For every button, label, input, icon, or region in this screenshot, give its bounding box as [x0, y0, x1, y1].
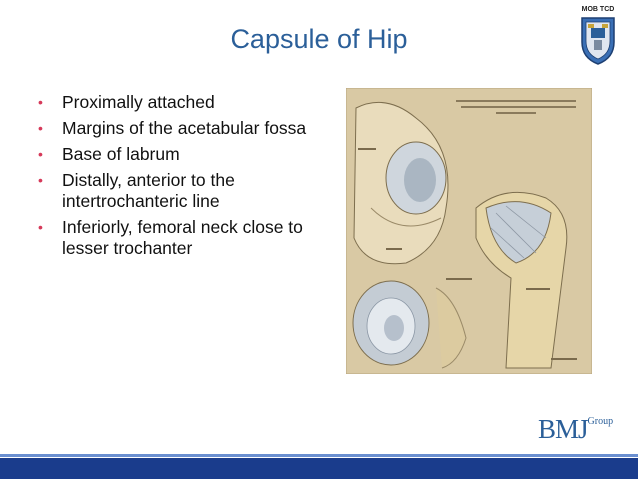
hip-anatomy-illustration: [346, 88, 592, 374]
bullet-list: [36, 92, 336, 264]
bullet-text: Distally, anterior to the intertrochanteric line: [62, 170, 235, 211]
bullet-text: Inferiorly, femoral neck close to lesser trochanter: [62, 217, 303, 258]
bullet-item: [36, 92, 336, 113]
bullet-marker-icon: •: [38, 172, 43, 188]
bullet-marker-icon: •: [38, 219, 43, 235]
footer-accent-line: [0, 454, 638, 457]
bullet-item: [36, 217, 336, 259]
bullet-text: Base of labrum: [62, 144, 180, 164]
brand-suffix: Group: [587, 416, 614, 427]
bullet-text: Proximally attached: [62, 92, 215, 112]
bullet-item: [36, 144, 336, 165]
logo-label: MOB TCD: [581, 6, 615, 13]
bullet-marker-icon: •: [38, 120, 43, 136]
slide-title: Capsule of Hip: [230, 24, 408, 54]
bullet-item: [36, 118, 336, 139]
bullet-marker-icon: •: [38, 94, 43, 110]
bullet-marker-icon: •: [38, 146, 43, 162]
brand-name: BMJ: [538, 414, 588, 444]
bullet-text: Margins of the acetabular fossa: [62, 118, 307, 138]
footer-bar: [0, 458, 638, 479]
bmj-group-logo: [538, 414, 613, 445]
bullet-item: [36, 170, 336, 212]
